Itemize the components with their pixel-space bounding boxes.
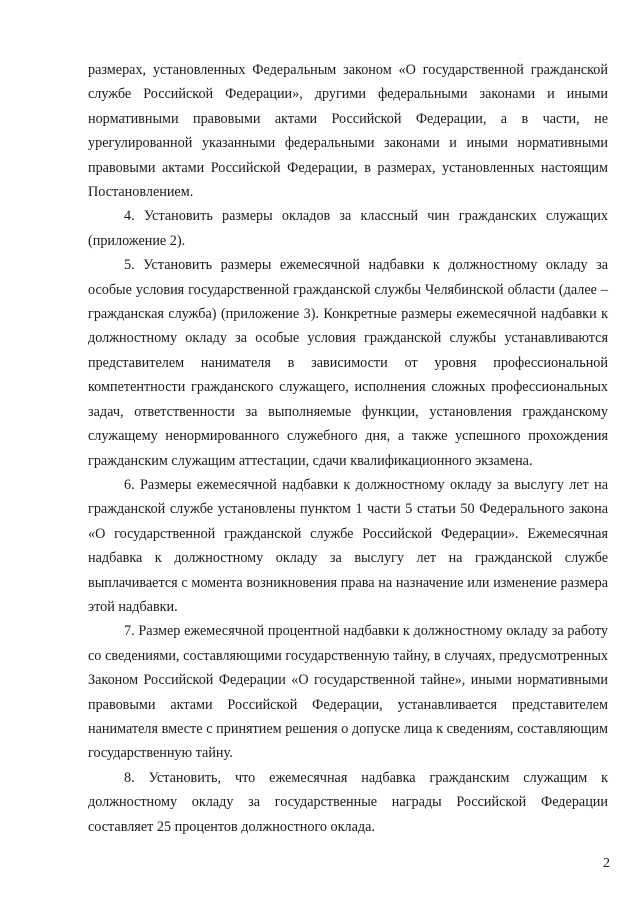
- document-body: [88, 58, 608, 839]
- page-number: 2: [603, 856, 610, 871]
- paragraph-item-7: 7. Размер ежемесячной процентной надбавки к должностному окладу за работу со сведениями, составляющими государственную тайну, в случаях, предусмотренных Законом Российской Федерации «О государственной тайне», иными нормативными правовыми актами Российской Федерации, устанавливается представителем нанимателя вместе с принятием решения о допуске лица к сведениям, составляющим государственную тайну.: [88, 623, 608, 762]
- paragraph-item-4: 4. Установить размеры окладов за классный чин гражданских служащих (приложение 2).: [88, 208, 608, 249]
- paragraph-continuation: размерах, установленных Федеральным законом «О государственной гражданской службе Российской Федерации», другими федеральными законами и иными нормативными правовыми актами Российской Федерации, а в части, не урегулированной указанными федеральными законами и иными нормативными правовыми актами Российской Федерации, в размерах, установленных настоящим Постановлением.: [88, 62, 608, 201]
- paragraph-item-5: 5. Установить размеры ежемесячной надбавки к должностному окладу за особые условия государственной гражданской службы Челябинской области (далее – гражданская служба) (приложение 3). Конкретные размеры ежемесячной надбавки к должностному окладу за особые условия гражданской службы устанавливаются представителем нанимателя в зависимости от уровня профессиональной компетентности гражданского служащего, исполнения сложных профессиональных задач, ответственности за выполняемые функции, установления гражданскому служащему ненормированного служебного дня, а также успешного прохождения гражданским служащим аттестации, сдачи квалификационного экзамена.: [88, 257, 608, 469]
- paragraph-item-6: 6. Размеры ежемесячной надбавки к должностному окладу за выслугу лет на гражданской службе установлены пунктом 1 части 5 статьи 50 Федерального закона «О государственной гражданской службе Российской Федерации». Ежемесячная надбавка к должностному окладу за выслугу лет на гражданской службе выплачивается с момента возникновения права на назначение или изменение размера этой надбавки.: [88, 476, 608, 615]
- paragraph-item-8: 8. Установить, что ежемесячная надбавка гражданским служащим к должностному окладу за государственные награды Российской Федерации составляет 25 процентов должностного оклада.: [88, 769, 608, 835]
